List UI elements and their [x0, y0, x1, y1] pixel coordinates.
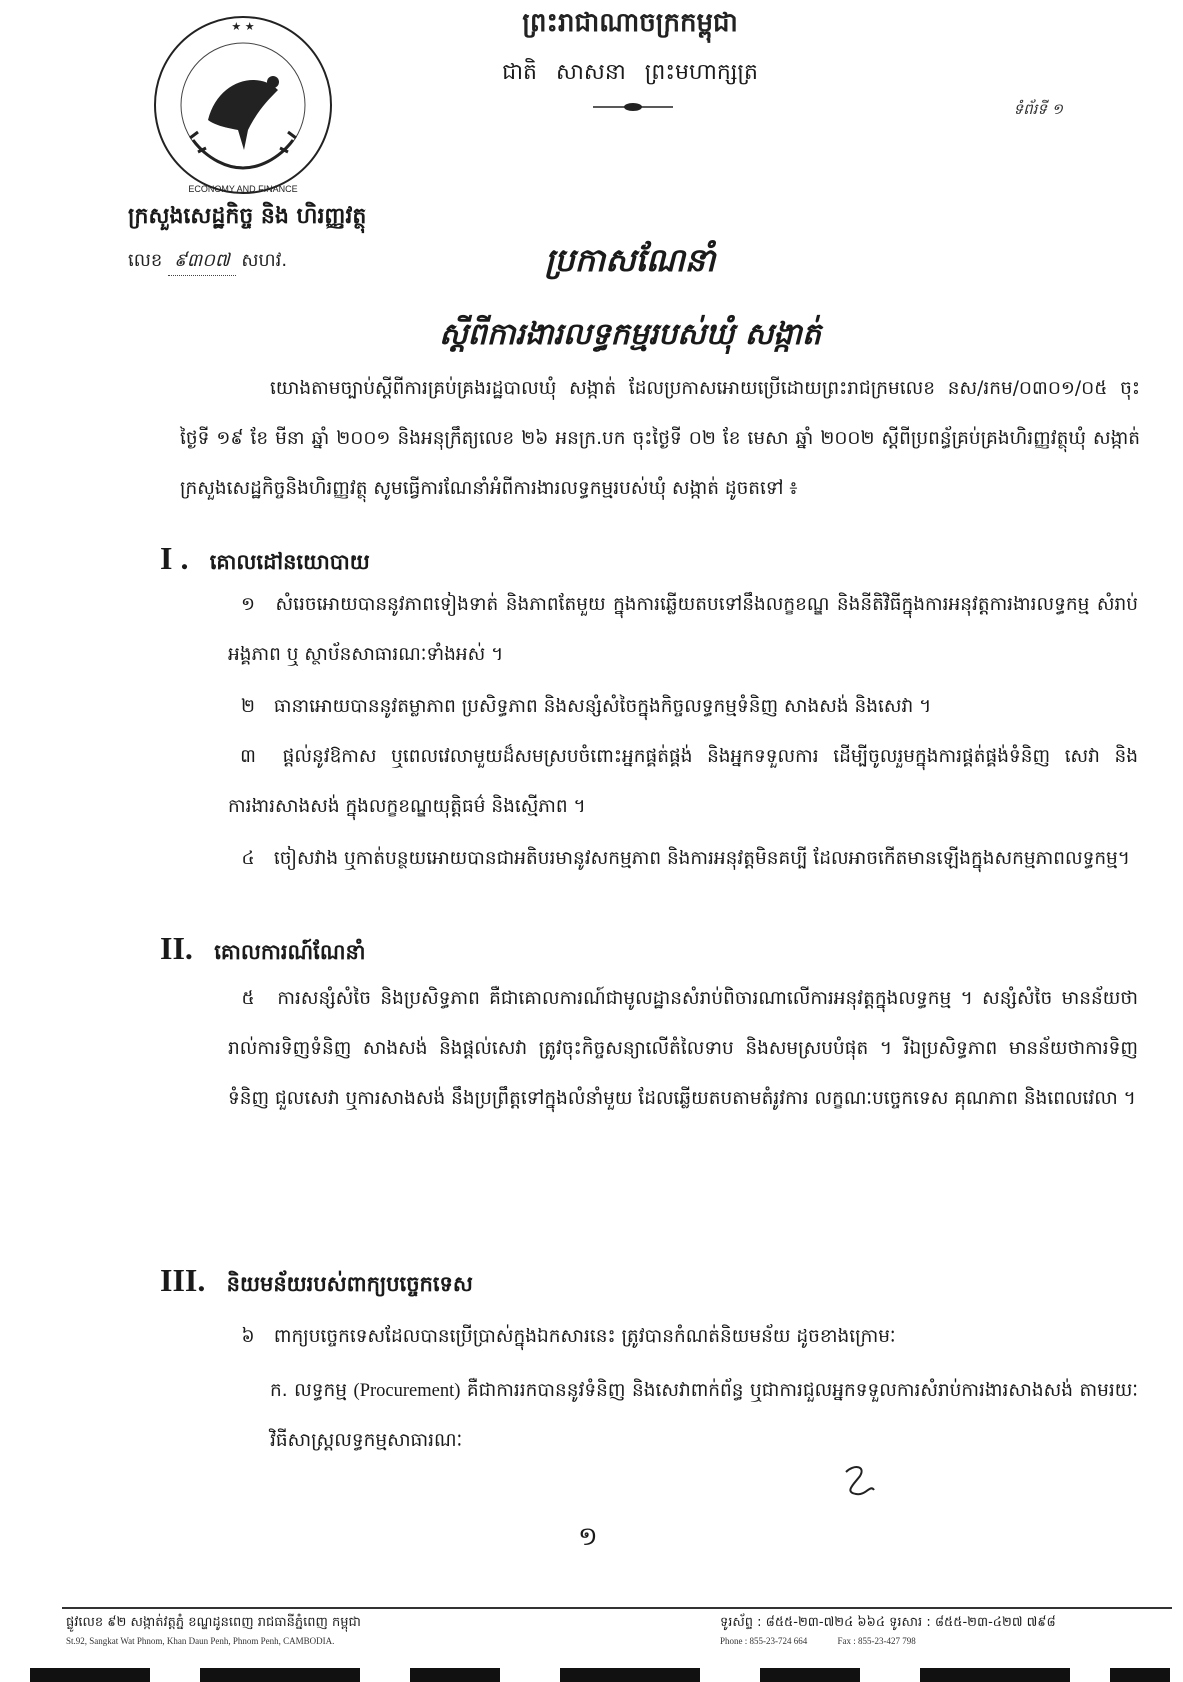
item-number: ៦ — [241, 1326, 255, 1347]
section-heading-3 — [160, 1262, 473, 1302]
footer-address-en: St.92, Sangkat Wat Phnom, Khan Daun Penh, Phnom Penh, CAMBODIA. — [66, 1636, 335, 1646]
item-number: ២ — [240, 696, 255, 717]
item-number: ៣ — [240, 746, 256, 767]
section-title: និយមន័យរបស់ពាក្យបច្ចេកទេស — [226, 1272, 473, 1296]
section-title: គោលការណ៍ណែនាំ — [214, 940, 366, 964]
ref-prefix: លេខ — [128, 250, 163, 271]
reference-number-line — [128, 248, 287, 276]
definition-item — [270, 1366, 1138, 1466]
scan-edge-artifact — [0, 1660, 1183, 1682]
section-number: III. — [160, 1262, 206, 1298]
ministry-seal-icon — [148, 10, 338, 200]
item-number: ៤ — [241, 848, 255, 869]
list-item — [228, 580, 1138, 680]
ref-suffix: សហវ. — [241, 250, 288, 271]
list-item — [228, 974, 1138, 1124]
footer-fax: Fax : 855-23-427 798 — [837, 1636, 916, 1646]
list-item — [228, 682, 1138, 732]
section-title: គោលដៅនយោបាយ — [209, 550, 370, 574]
national-motto: ជាតិ សាសនា ព្រះមហាក្សត្រ — [502, 60, 758, 85]
definition-label: ក. លទ្ធកម្ម — [270, 1380, 347, 1401]
item-text: ចៀសវាង ឬកាត់បន្ថយអោយបានជាអតិបរមានូវសកម្មភាព និងការអនុវត្តមិនគប្បី ដែលអាចកើតមានឡើងក្នុងសកម្មភាពលទ្ធកម្ម។ — [273, 848, 1130, 869]
item-number: ៥ — [241, 988, 255, 1009]
section-heading-1 — [160, 540, 370, 580]
page-number: ១ — [578, 1522, 598, 1552]
footer-address-kh: ផ្លូវលេខ ៩២ សង្កាត់វត្តភ្នំ ខណ្ឌដូនពេញ រាជធានីភ្នំពេញ កម្ពុជា — [66, 1615, 361, 1630]
section-number: I . — [160, 540, 189, 576]
document-subtitle: ស្តីពីការងារលទ្ធកម្មរបស់ឃុំ សង្កាត់ — [439, 317, 821, 352]
kingdom-heading: ព្រះរាជាណាចក្រកម្ពុជា — [522, 8, 738, 38]
item-text: ផ្តល់នូវឱកាស ឬពេលវេលាមួយដ៏សមស្របចំពោះអ្នកផ្គត់ផ្គង់ និងអ្នកទទួលការ ដើម្បីចូលរួមក្នុងការផ្គត់ផ្គង់ទំនិញ សេវា និងការងារសាងសង់ ក្នុងលក្ខខណ្ឌយុត្តិធម៌ និងស្មើភាព ។ — [228, 746, 1138, 817]
footer-phone-en — [720, 1636, 916, 1646]
document-title: ប្រកាសណែនាំ — [544, 241, 716, 279]
item-number: ១ — [240, 594, 255, 615]
footer-phone: Phone : 855-23-724 664 — [720, 1636, 808, 1646]
item-text: ការសន្សំសំចៃ និងប្រសិទ្ធភាព គឺជាគោលការណ៍ជាមូលដ្ឋានសំរាប់ពិចារណាលើការអនុវត្តក្នុងលទ្ធកម្ម ។ សន្សំសំចៃ មានន័យថារាល់ការទិញទំនិញ សាងសង់ និងផ្តល់សេវា ត្រូវចុះកិច្ចសន្យាលើតំលៃទាប និងសមស្របបំផុត ។ រីឯប្រសិទ្ធភាព មានន័យថាការទិញទំនិញ ជួលសេវា ឬការសាងសង់ នឹងប្រព្រឹត្តទៅក្នុងលំនាំមួយ ដែលឆ្លើយតបតាមតំរូវការ លក្ខណៈបច្ចេកទេស គុណភាព និងពេលវេលា ។ — [228, 988, 1138, 1109]
list-item — [228, 732, 1138, 832]
list-item — [228, 1312, 1138, 1362]
footer-divider — [62, 1607, 1172, 1609]
item-text: ធានាអោយបាននូវតម្លាភាព ប្រសិទ្ធភាព និងសន្សំសំចៃក្នុងកិច្ចលទ្ធកម្មទំនិញ សាងសង់ និងសេវា ។ — [273, 696, 932, 717]
item-text: ពាក្យបច្ចេកទេសដែលបានប្រើប្រាស់ក្នុងឯកសារនេះ ត្រូវបានកំណត់និយមន័យ ដូចខាងក្រោមៈ — [273, 1326, 896, 1347]
section-heading-2 — [160, 930, 365, 970]
initial-signature-icon — [840, 1462, 880, 1498]
section-number: II. — [160, 930, 193, 966]
intro-paragraph: យោងតាមច្បាប់ស្តីពីការគ្រប់គ្រងរដ្ឋបាលឃុំ សង្កាត់ ដែលប្រកាសអោយប្រើដោយព្រះរាជក្រមលេខ នស/រកម/០៣០១/០៥ ចុះថ្ងៃទី ១៩ ខែ មីនា ឆ្នាំ ២០០១ និងអនុក្រឹត្យលេខ ២៦ អនក្រ.បក ចុះថ្ងៃទី ០២ ខែ មេសា ឆ្នាំ ២០០២ ស្តីពីប្រពន្ធ័គ្រប់គ្រងហិរញ្ញវត្ថុឃុំ សង្កាត់ ក្រសួងសេដ្ឋកិច្ចនិងហិរញ្ញវត្ថុ សូមធ្វើការណែនាំអំពីការងារលទ្ធកម្មរបស់ឃុំ សង្កាត់ ដូចតទៅ ៖ — [180, 378, 1140, 499]
svg-text:★ ★: ★ ★ — [231, 20, 255, 33]
ref-number: ៩៣០៧ — [168, 248, 236, 276]
ministry-name: ក្រសួងសេដ្ឋកិច្ច និង ហិរញ្ញវត្ថុ — [128, 204, 367, 229]
definition-text: គឺជាការរកបាននូវទំនិញ និងសេវាពាក់ព័ន្ធ ឬជាការជួលអ្នកទទួលការសំរាប់ការងារសាងសង់ តាមរយៈវិធីសាស្រ្តលទ្ធកម្មសាធារណៈ — [270, 1380, 1138, 1451]
definition-english: (Procurement) — [353, 1381, 461, 1401]
page-label: ទំព័រទី ១ — [1013, 100, 1063, 118]
footer-phone-kh: ទូរស័ព្ទ : ៨៥៥-២៣-៧២៤ ៦៦៤ ទូរសារ : ៨៥៥-២៣-៤២៧ ៧៩៨ — [720, 1615, 1056, 1630]
item-text: សំរេចអោយបាននូវភាពទៀងទាត់ និងភាពតែមួយ ក្នុងការឆ្លើយតបទៅនឹងលក្ខខណ្ឌ និងនីតិវិធីក្នុងការអនុវត្តការងារលទ្ធកម្ម សំរាប់អង្គភាព ឬ ស្ថាប័នសាធារណៈទាំងអស់ ។ — [228, 594, 1138, 665]
list-item — [228, 834, 1138, 884]
ornament-divider — [593, 102, 673, 112]
svg-text:ECONOMY AND FINANCE: ECONOMY AND FINANCE — [188, 184, 298, 194]
